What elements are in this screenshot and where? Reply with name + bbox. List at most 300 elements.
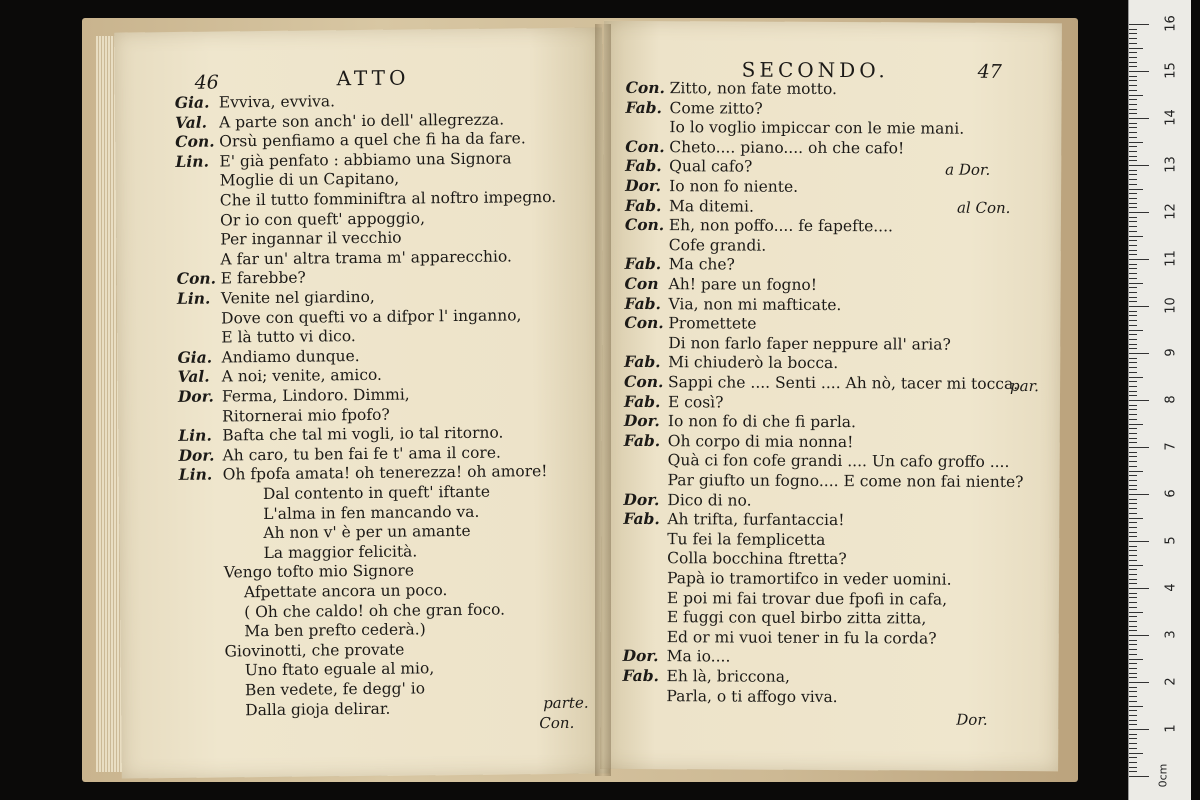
verse-line xyxy=(624,295,841,314)
verse-line xyxy=(623,549,847,568)
ruler-tick xyxy=(1129,442,1137,443)
ruler-tick xyxy=(1129,612,1143,613)
ruler-tick xyxy=(1129,428,1137,429)
verse-line xyxy=(625,177,798,196)
ruler-tick xyxy=(1129,532,1137,533)
ruler-tick xyxy=(1129,278,1137,279)
verse-line xyxy=(178,405,390,425)
verse-line xyxy=(624,334,951,354)
ruler-tick xyxy=(1129,452,1137,453)
stage-direction-parte: parte. xyxy=(543,693,589,713)
ruler-tick xyxy=(1129,691,1137,692)
verse-line xyxy=(625,216,893,235)
ruler-tick xyxy=(1129,513,1137,514)
ruler-tick xyxy=(1129,315,1137,316)
verse-line xyxy=(180,581,448,602)
ruler-tick xyxy=(1129,339,1137,340)
verse-text: Cheto.... piano.... oh che cafo! xyxy=(669,137,905,158)
ruler-tick xyxy=(1129,146,1137,147)
verse-line xyxy=(180,621,426,642)
ruler-tick xyxy=(1129,38,1137,39)
ruler-tick xyxy=(1129,757,1137,758)
verse-line xyxy=(176,229,401,249)
ruler-tick xyxy=(1129,409,1137,410)
verse-line xyxy=(177,306,521,328)
ruler-number: 1 xyxy=(1163,724,1179,733)
ruler-tick xyxy=(1129,217,1137,218)
ruler-number: 5 xyxy=(1163,536,1179,545)
verse-line xyxy=(179,542,417,562)
speaker-label: Val. xyxy=(177,366,210,387)
ruler-tick xyxy=(1129,29,1137,30)
verse-line xyxy=(179,502,479,523)
ruler-tick xyxy=(1129,306,1149,307)
ruler-tick xyxy=(1129,297,1137,298)
ruler-tick xyxy=(1129,268,1137,269)
ruler-tick xyxy=(1129,301,1137,302)
ruler-tick xyxy=(1129,635,1149,636)
ruler-tick xyxy=(1129,640,1137,641)
verse-line xyxy=(177,269,306,288)
book-gutter xyxy=(595,24,611,776)
right-catchword: Dor. xyxy=(956,710,988,729)
verse-text: Sappi che .... Senti .... Ah nò, tacer mi tocca. xyxy=(668,373,1019,393)
verse-text: Dico di no. xyxy=(667,490,752,510)
verse-line xyxy=(623,510,844,529)
speaker-label: Con. xyxy=(176,268,217,289)
ruler-tick xyxy=(1129,395,1137,396)
ruler-tick xyxy=(1129,706,1143,707)
ruler-tick xyxy=(1129,113,1137,114)
verse-text: A far un' altra trama m' apparecchio. xyxy=(220,247,512,269)
verse-text: Io non fo niente. xyxy=(669,177,799,196)
ruler-tick xyxy=(1129,489,1137,490)
verse-text: Quà ci fon cofe grandi .... Un cafo groffo .... xyxy=(667,451,1010,472)
verse-line xyxy=(624,471,1024,491)
ruler-tick xyxy=(1129,565,1143,566)
verse-line xyxy=(624,451,1010,471)
ruler-tick xyxy=(1129,555,1137,556)
ruler-tick xyxy=(1129,43,1137,44)
ruler-tick xyxy=(1129,362,1137,363)
verse-text: Parla, o ti affogo viva. xyxy=(666,686,838,706)
verse-line xyxy=(176,209,425,230)
verse-text: Dalla gioja delirar. xyxy=(245,699,391,719)
ruler-tick xyxy=(1129,52,1137,53)
ruler-tick xyxy=(1129,405,1137,406)
speaker-label: Lin. xyxy=(178,425,212,446)
ruler-tick xyxy=(1129,574,1137,575)
ruler-tick xyxy=(1129,767,1137,768)
verse-text: Uno ftato eguale al mio, xyxy=(244,659,435,680)
ruler-tick xyxy=(1129,71,1149,72)
ruler-tick xyxy=(1129,527,1137,528)
speaker-label: Lin. xyxy=(175,151,210,171)
ruler-tick xyxy=(1129,48,1143,49)
ruler-tick xyxy=(1129,630,1137,631)
ruler-tick xyxy=(1129,109,1137,110)
ruler-tick xyxy=(1129,456,1137,457)
ruler-tick xyxy=(1129,743,1137,744)
left-page-number: 46 xyxy=(194,71,219,94)
verse-text: Eh, non poffo.... fe fapefte.... xyxy=(668,216,894,236)
ruler-tick xyxy=(1129,569,1137,570)
verse-line xyxy=(624,432,854,451)
ruler-tick xyxy=(1129,66,1137,67)
speaker-label: Fab. xyxy=(624,293,661,313)
verse-text: Colla bocchina ftretta? xyxy=(667,549,847,569)
ruler-tick xyxy=(1129,330,1143,331)
ruler-tick xyxy=(1129,480,1137,481)
speaker-label: Con. xyxy=(624,313,664,333)
ruler-tick xyxy=(1129,471,1143,472)
left-catchword: Con. xyxy=(539,713,575,733)
ruler-tick xyxy=(1129,76,1137,77)
speaker-label: Fab. xyxy=(625,97,662,117)
ruler-tick xyxy=(1129,104,1137,105)
speaker-label: Con. xyxy=(175,131,215,152)
ruler-tick xyxy=(1129,170,1137,171)
ruler-tick xyxy=(1129,123,1137,124)
verse-text: Ferma, Lindoro. Dimmi, xyxy=(221,385,410,406)
verse-line xyxy=(175,129,526,151)
ruler-tick xyxy=(1129,771,1137,772)
ruler-number: 4 xyxy=(1163,583,1179,592)
speaker-label: Con. xyxy=(625,77,666,98)
ruler-tick xyxy=(1129,386,1137,387)
verse-text: A noi; venite, amico. xyxy=(221,366,383,386)
verse-line xyxy=(178,424,503,445)
verse-text: Ben vedete, fe degg' io xyxy=(244,679,426,700)
verse-line xyxy=(625,275,818,294)
verse-text: Moglie di un Capitano, xyxy=(219,169,400,190)
verse-line xyxy=(177,347,359,367)
verse-line xyxy=(178,386,410,406)
speaker-label: Con xyxy=(624,273,659,294)
verse-text: Cofe grandi. xyxy=(668,235,767,255)
verse-line xyxy=(179,522,470,543)
verse-line xyxy=(177,327,356,347)
speaker-label: Fab. xyxy=(623,391,661,411)
ruler-tick xyxy=(1129,738,1137,739)
left-page-header: ATTO xyxy=(336,65,410,91)
speaker-label: Dor. xyxy=(178,445,215,465)
verse-line xyxy=(625,255,735,274)
speaker-label: Con. xyxy=(625,136,665,156)
ruler-tick xyxy=(1129,536,1137,537)
ruler-tick xyxy=(1129,550,1137,551)
verse-line xyxy=(625,99,762,118)
speaker-label: Dor. xyxy=(625,175,662,196)
ruler-tick xyxy=(1129,499,1137,500)
verse-line xyxy=(175,110,504,131)
verse-text: Ma io.... xyxy=(666,647,731,666)
ruler-tick xyxy=(1129,212,1149,213)
verse-line xyxy=(180,562,414,582)
ruler-tick xyxy=(1129,160,1137,161)
verse-text: Ah caro, tu ben fai fe t' ama il core. xyxy=(222,443,501,465)
ruler-tick xyxy=(1129,753,1143,754)
ruler-tick xyxy=(1129,715,1137,716)
ruler-tick xyxy=(1129,118,1149,119)
verse-line xyxy=(178,366,382,386)
ruler-tick xyxy=(1129,485,1137,486)
verse-line xyxy=(178,443,501,464)
ruler-tick xyxy=(1129,353,1149,354)
ruler-tick xyxy=(1129,414,1137,415)
ruler-tick xyxy=(1129,447,1149,448)
verse-line xyxy=(181,640,405,660)
stage-direction-a-dor: a Dor. xyxy=(945,160,991,179)
ruler-number: 16 xyxy=(1163,15,1179,32)
ruler-number: 8 xyxy=(1163,395,1179,404)
verse-text: Di non farlo faper neppure all' aria? xyxy=(668,333,951,354)
ruler-tick xyxy=(1129,207,1137,208)
ruler-tick xyxy=(1129,748,1137,749)
verse-text: Vengo tofto mio Signore xyxy=(223,561,415,582)
verse-text: E' già penfato : abbiamo una Signora xyxy=(219,149,512,171)
verse-text: Come zitto? xyxy=(669,98,763,118)
ruler-tick xyxy=(1129,546,1137,547)
verse-text: Via, non mi mafticate. xyxy=(668,294,842,314)
verse-text: Mi chiuderò la bocca. xyxy=(668,353,839,373)
verse-text: ( Oh che caldo! oh che gran foco. xyxy=(244,600,506,621)
ruler-tick xyxy=(1129,400,1149,401)
verse-text: Afpettate ancora un poco. xyxy=(243,581,448,602)
ruler-number: 9 xyxy=(1163,348,1179,357)
ruler-tick xyxy=(1129,325,1137,326)
ruler-tick xyxy=(1129,419,1137,420)
verse-text: Che il tutto fomminiftra al noftro impegno. xyxy=(219,187,557,210)
verse-text: E poi mi fai trovar due fpofi in cafa, xyxy=(666,588,948,609)
ruler-tick xyxy=(1129,203,1137,204)
verse-text: Venite nel giardino, xyxy=(220,287,375,308)
verse-text: E farebbe? xyxy=(220,268,306,288)
ruler-tick xyxy=(1129,231,1137,232)
speaker-label: Dor. xyxy=(623,489,660,509)
speaker-label: Fab. xyxy=(623,430,661,450)
ruler-tick xyxy=(1129,226,1137,227)
verse-line xyxy=(175,149,511,171)
ruler-tick xyxy=(1129,127,1137,128)
verse-text: Ma ditemi. xyxy=(668,196,754,216)
ruler-tick xyxy=(1129,682,1149,683)
ruler-tick xyxy=(1129,475,1137,476)
ruler-tick xyxy=(1129,283,1143,284)
speaker-label: Con. xyxy=(624,215,665,235)
ruler-tick xyxy=(1129,762,1137,763)
verse-line xyxy=(623,530,825,549)
speaker-label: Fab. xyxy=(625,156,662,176)
ruler-tick xyxy=(1129,710,1137,711)
ruler-number: 6 xyxy=(1163,489,1179,498)
ruler-tick xyxy=(1129,461,1137,462)
ruler-tick xyxy=(1129,541,1149,542)
speaker-label: Val. xyxy=(174,112,208,132)
ruler-tick xyxy=(1129,33,1137,34)
ruler-tick xyxy=(1129,663,1137,664)
ruler-tick xyxy=(1129,649,1137,650)
ruler-tick xyxy=(1129,85,1137,86)
ruler-tick xyxy=(1129,372,1137,373)
verse-text: Orsù penfiamo a quel che fi ha da fare. xyxy=(219,129,526,151)
ruler-number: 15 xyxy=(1163,62,1179,79)
verse-line xyxy=(179,483,490,504)
ruler-tick xyxy=(1129,132,1137,133)
ruler-tick xyxy=(1129,236,1143,237)
verse-text: Ma ben prefto cederà.) xyxy=(244,620,426,641)
ruler-unit-label: 0cm xyxy=(1156,763,1170,788)
ruler-tick xyxy=(1129,334,1137,335)
speaker-label: Con. xyxy=(624,371,664,392)
verse-text: Andiamo dunque. xyxy=(221,346,360,367)
ruler-tick xyxy=(1129,57,1137,58)
verse-line xyxy=(181,679,425,700)
ruler-number: 13 xyxy=(1163,156,1179,173)
ruler-number: 10 xyxy=(1163,297,1179,314)
ruler-tick xyxy=(1129,433,1137,434)
verse-line xyxy=(176,247,512,269)
verse-text: Io non fo di che fi parla. xyxy=(667,412,857,432)
speaker-label: Dor. xyxy=(623,411,660,431)
right-page-number: 47 xyxy=(977,60,1002,83)
ruler-tick xyxy=(1129,165,1149,166)
verse-text: E fuggi con quel birbo zitta zitta, xyxy=(666,608,927,628)
verse-line xyxy=(624,314,756,333)
ruler-tick xyxy=(1129,466,1137,467)
ruler-tick xyxy=(1129,677,1137,678)
ruler-tick xyxy=(1129,137,1137,138)
ruler-tick xyxy=(1129,724,1137,725)
verse-line xyxy=(177,288,375,308)
speaker-label: Fab. xyxy=(624,254,662,274)
ruler-tick xyxy=(1129,245,1137,246)
ruler-tick xyxy=(1129,179,1137,180)
ruler-tick xyxy=(1129,142,1143,143)
verse-line xyxy=(181,660,435,681)
ruler-tick xyxy=(1129,250,1137,251)
verse-line xyxy=(625,236,766,255)
ruler-tick xyxy=(1129,508,1137,509)
ruler-tick xyxy=(1129,311,1137,312)
ruler-tick xyxy=(1129,156,1137,157)
ruler-tick xyxy=(1129,381,1137,382)
ruler-tick xyxy=(1129,518,1143,519)
ruler-number: 11 xyxy=(1163,250,1179,267)
verse-text: Par giufto un fogno.... E come non fai niente? xyxy=(667,471,1024,492)
speaker-label: Dor. xyxy=(622,646,659,666)
verse-text: Per ingannar il vecchio xyxy=(220,228,402,249)
ruler-tick xyxy=(1129,189,1143,190)
ruler-tick xyxy=(1129,579,1137,580)
ruler-tick xyxy=(1129,621,1137,622)
ruler-tick xyxy=(1129,644,1137,645)
ruler-number: 2 xyxy=(1163,677,1179,686)
verse-text: E là tutto vi dico. xyxy=(221,327,356,347)
verse-line xyxy=(622,687,837,706)
verse-text: Ma che? xyxy=(668,255,735,274)
verse-line xyxy=(624,393,724,412)
ruler-tick xyxy=(1129,438,1137,439)
verse-line xyxy=(625,118,964,138)
measuring-ruler xyxy=(1128,0,1191,800)
verse-line xyxy=(623,569,952,589)
verse-line xyxy=(626,79,837,98)
verse-line xyxy=(624,353,838,372)
ruler-tick xyxy=(1129,583,1137,584)
ruler-tick xyxy=(1129,240,1137,241)
ruler-tick xyxy=(1129,320,1137,321)
ruler-number: 12 xyxy=(1163,203,1179,220)
verse-text: Papà io tramortifco in veder uomini. xyxy=(666,569,952,589)
ruler-tick xyxy=(1129,668,1137,669)
verse-text: Ah trifta, furfantaccia! xyxy=(667,510,845,530)
verse-line xyxy=(623,589,947,609)
verse-text: Dove con quefti vo a difpor l' inganno, xyxy=(221,305,522,328)
ruler-number: 7 xyxy=(1163,442,1179,451)
ruler-tick xyxy=(1129,348,1137,349)
ruler-tick xyxy=(1129,254,1137,255)
verse-line xyxy=(625,157,752,176)
ruler-tick xyxy=(1129,221,1137,222)
ruler-tick xyxy=(1129,24,1149,25)
speaker-label: Lin. xyxy=(176,288,211,308)
speaker-label: Dor. xyxy=(177,386,214,406)
ruler-tick xyxy=(1129,174,1137,175)
verse-text: Dal contento in queft' iftante xyxy=(262,482,491,504)
speaker-label: Fab. xyxy=(624,195,662,215)
verse-text: E così? xyxy=(667,392,724,412)
ruler-tick xyxy=(1129,593,1137,594)
ruler-number: 14 xyxy=(1163,109,1179,126)
ruler-tick xyxy=(1129,287,1137,288)
verse-text: Giovinotti, che provate xyxy=(224,640,405,661)
verse-text: Zitto, non fate motto. xyxy=(669,79,838,99)
verse-text: Bafta che tal mi vogli, io tal ritorno. xyxy=(222,423,504,445)
ruler-tick xyxy=(1129,99,1137,100)
ruler-tick xyxy=(1129,687,1137,688)
verse-text: Io lo voglio impiccar con le mie mani. xyxy=(669,118,965,138)
speaker-label: Gia. xyxy=(177,347,213,367)
ruler-tick xyxy=(1129,602,1137,603)
ruler-tick xyxy=(1129,776,1149,777)
verse-line xyxy=(622,667,790,686)
ruler-tick xyxy=(1129,597,1137,598)
ruler-tick xyxy=(1129,151,1137,152)
speaker-label: Fab. xyxy=(622,665,660,686)
verse-line xyxy=(623,491,751,510)
speaker-label: Fab. xyxy=(623,509,660,529)
verse-text: Tu fei la femplicetta xyxy=(667,529,826,549)
ruler-tick xyxy=(1129,729,1149,730)
ruler-tick xyxy=(1129,90,1137,91)
ruler-tick xyxy=(1129,673,1137,674)
verse-line xyxy=(623,608,927,628)
verse-line xyxy=(624,412,856,431)
verse-text: Or io con queft' appoggio, xyxy=(219,208,426,230)
ruler-tick xyxy=(1129,264,1137,265)
ruler-tick xyxy=(1129,616,1137,617)
verse-text: Ah! pare un fogno! xyxy=(668,275,818,294)
ruler-tick xyxy=(1129,193,1137,194)
ruler-tick xyxy=(1129,259,1149,260)
ruler-tick xyxy=(1129,494,1149,495)
verse-line xyxy=(623,628,937,648)
ruler-tick xyxy=(1129,95,1143,96)
ruler-tick xyxy=(1129,62,1137,63)
stage-direction-par: par. xyxy=(1010,376,1039,396)
ruler-tick xyxy=(1129,720,1137,721)
